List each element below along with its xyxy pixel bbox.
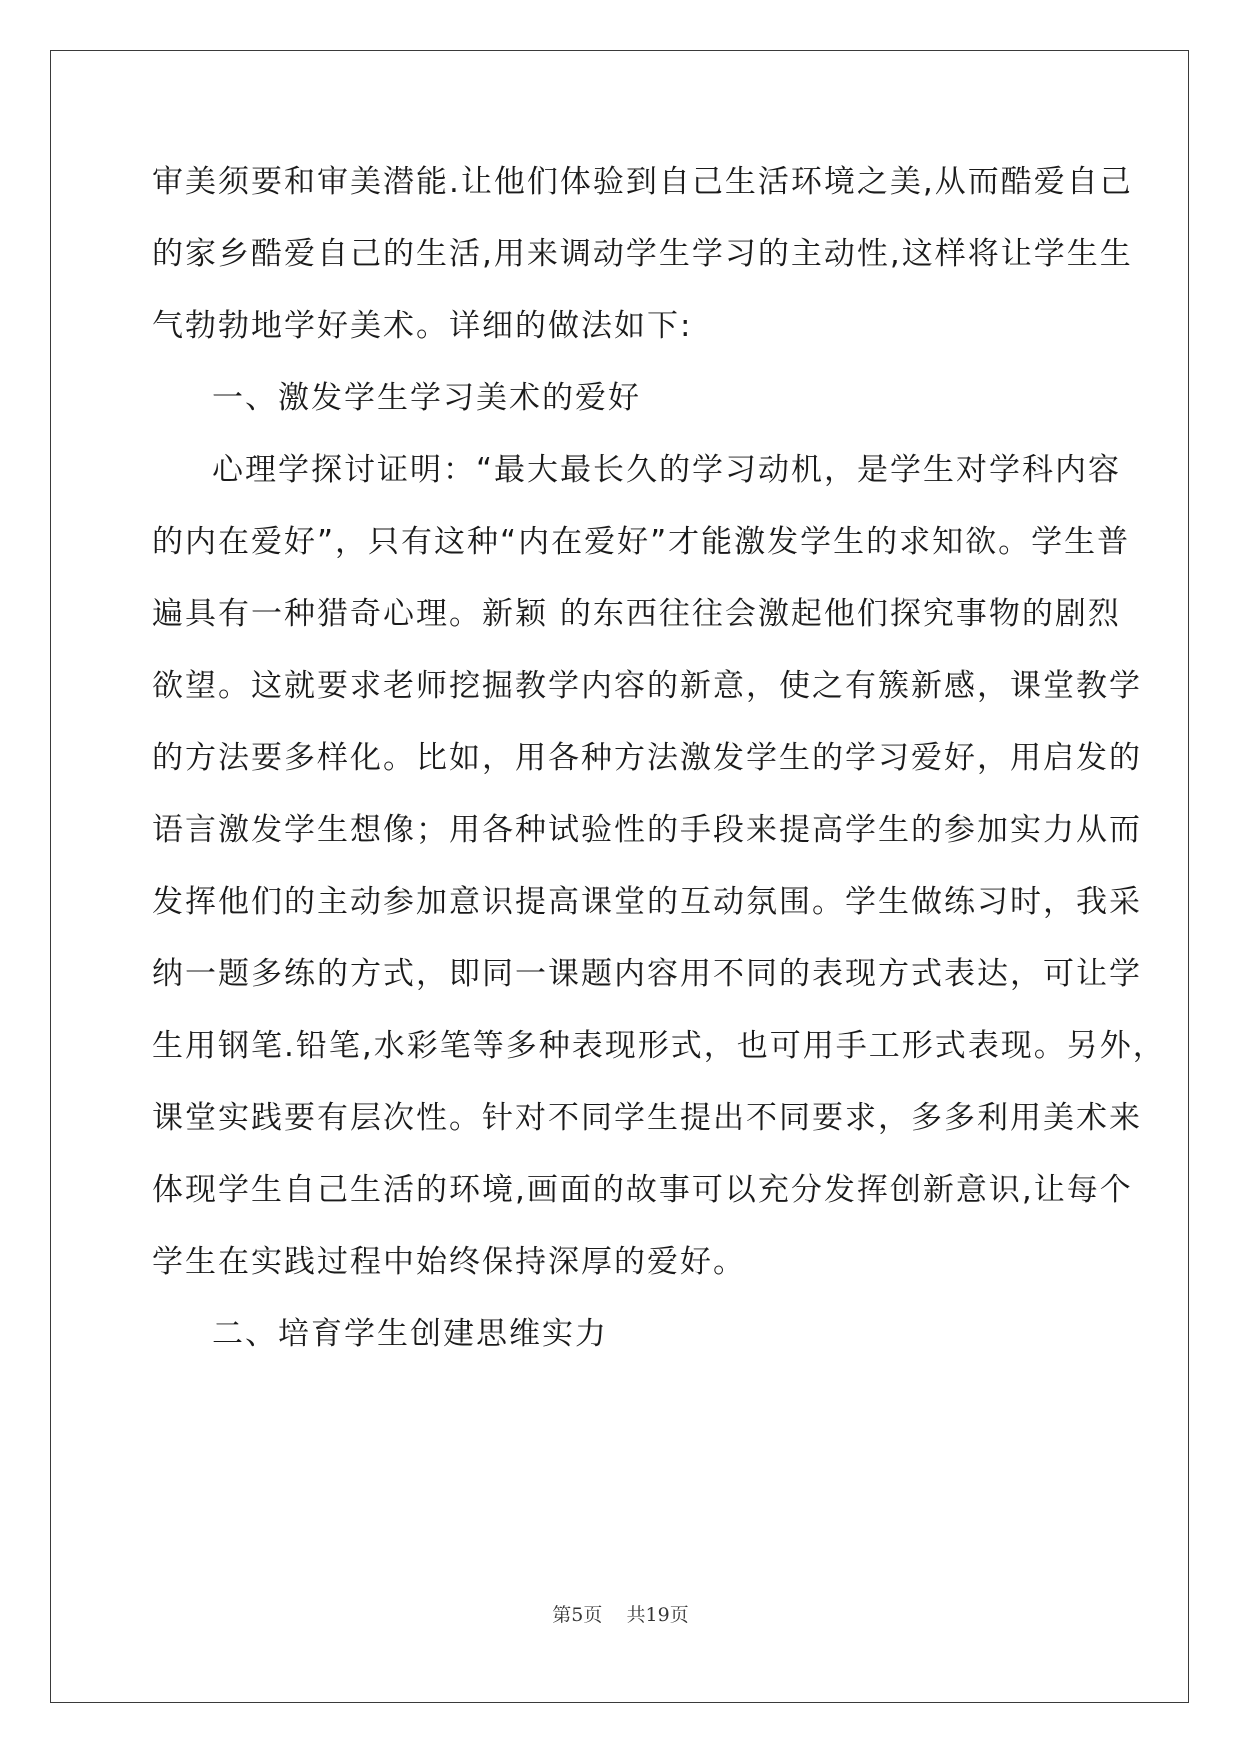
text-line: 的方法要多样化。比如，用各种方法激发学生的学习爱好，用启发的 — [152, 740, 1142, 776]
page-border — [50, 50, 1189, 1703]
text-line: 心理学探讨证明：“最大最长久的学习动机，是学生对学科内容 — [212, 452, 1122, 488]
text-line: 发挥他们的主动参加意识提高课堂的互动氛围。学生做练习时，我采 — [152, 884, 1142, 920]
page-footer — [0, 1600, 1241, 1627]
section-heading: 二、培育学生创建思维实力 — [212, 1316, 608, 1352]
text-line: 生用钢笔.铅笔,水彩笔等多种表现形式，也可用手工形式表现。另外， — [152, 1028, 1166, 1064]
text-line: 语言激发学生想像；用各种试验性的手段来提高学生的参加实力从而 — [152, 812, 1142, 848]
text-line: 的家乡酷爱自己的生活,用来调动学生学习的主动性,这样将让学生生 — [152, 236, 1133, 272]
text-line: 纳一题多练的方式，即同一课题内容用不同的表现方式表达，可让学 — [152, 956, 1142, 992]
text-line: 的内在爱好”，只有这种“内在爱好”才能激发学生的求知欲。学生普 — [152, 524, 1131, 560]
text-line: 审美须要和审美潜能.让他们体验到自己生活环境之美,从而酷爱自己 — [152, 164, 1133, 200]
text-line: 气勃勃地学好美术。详细的做法如下: — [152, 308, 693, 344]
text-line: 遍具有一种猎奇心理。新颖 的东西往往会激起他们探究事物的剧烈 — [152, 596, 1121, 632]
text-line: 欲望。这就要求老师挖掘教学内容的新意，使之有簇新感，课堂教学 — [152, 668, 1142, 704]
text-line: 课堂实践要有层次性。针对不同学生提出不同要求，多多利用美术来 — [152, 1100, 1142, 1136]
text-line: 体现学生自己生活的环境,画面的故事可以充分发挥创新意识,让每个 — [152, 1172, 1133, 1208]
section-heading: 一、激发学生学习美术的爱好 — [212, 380, 641, 416]
text-line: 学生在实践过程中始终保持深厚的爱好。 — [152, 1244, 746, 1280]
page-number: 第5页 — [552, 1604, 603, 1626]
page-total: 共19页 — [626, 1604, 689, 1626]
